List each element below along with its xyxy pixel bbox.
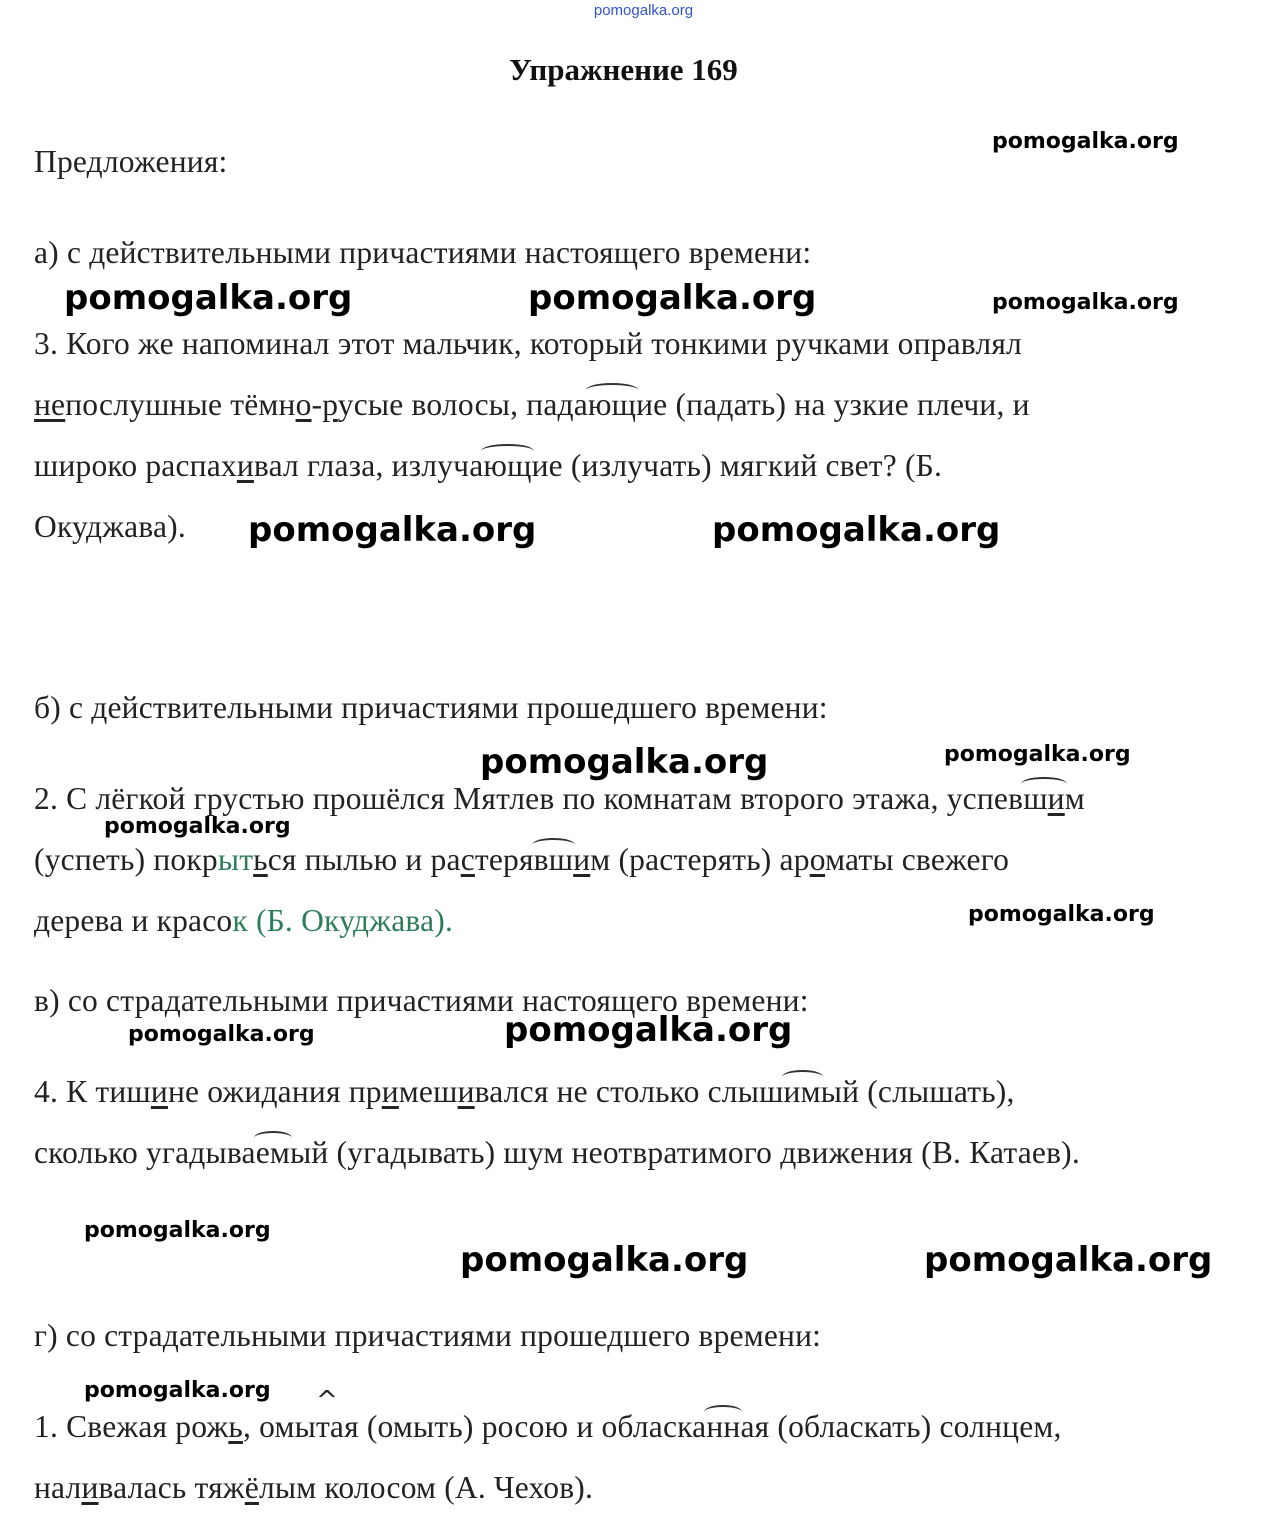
watermark: pomogalka.org — [104, 814, 291, 839]
suffix-arc-mark: ющ — [588, 385, 636, 425]
suffix-arc-mark: ши — [1023, 779, 1065, 819]
section-d-line-1: 1. Свежая рожь, омы^ тая (омыть) росою и обласканная (обласкать) солнцем, — [34, 1407, 1062, 1447]
site-url-header: pomogalka.org — [593, 2, 694, 19]
section-b-heading: б) с действительными причастиями прошедшего времени: — [34, 690, 828, 725]
watermark: pomogalka.org — [84, 1218, 271, 1243]
suffix-arc-mark: им — [784, 1072, 821, 1112]
watermark: pomogalka.org — [712, 510, 1001, 550]
suffix-arc-mark: вш — [534, 840, 574, 880]
watermark: pomogalka.org — [64, 278, 353, 318]
section-a-line-3: широко распахивал глаза, излучающие (излучать) мягкий свет? (Б. — [34, 446, 942, 486]
prefix-underline: не — [34, 387, 66, 422]
watermark: pomogalka.org — [480, 742, 769, 782]
watermark: pomogalka.org — [968, 902, 1155, 927]
suffix-caret-mark: ^ т — [316, 1407, 330, 1447]
section-c-line-2: сколько угадываемый (угадывать) шум неотвратимого движения (В. Катаев). — [34, 1133, 1080, 1173]
suffix-arc-mark: нн — [706, 1407, 740, 1447]
section-c-line-1: 4. К тишине ожидания примешивался не столько слышимый (слышать), — [34, 1072, 1015, 1112]
section-b-line-2: (успеть) покрыться пылью и растерявшим (растерять) ароматы свежего — [34, 840, 1009, 880]
section-a-line-4: Окуджава). — [34, 509, 186, 544]
watermark: pomogalka.org — [460, 1240, 749, 1280]
watermark: pomogalka.org — [992, 290, 1179, 315]
section-b-line-3: дерева и красок (Б. Окуджава). — [34, 903, 454, 938]
section-d-line-2: наливалась тяжёлым колосом (А. Чехов). — [34, 1470, 594, 1505]
watermark: pomogalka.org — [84, 1378, 271, 1403]
suffix-arc-mark: ющ — [483, 446, 531, 486]
section-c-heading: в) со страдательными причастиями настоящего времени: — [34, 983, 809, 1018]
section-d-heading: г) со страдательными причастиями прошедшего времени: — [34, 1318, 822, 1353]
watermark: pomogalka.org — [504, 1010, 793, 1050]
watermark: pomogalka.org — [128, 1022, 315, 1047]
watermark: pomogalka.org — [992, 129, 1179, 154]
watermark: pomogalka.org — [944, 742, 1131, 767]
watermark: pomogalka.org — [528, 278, 817, 318]
section-b-line-1: 2. С лёгкой грустью прошёлся Мятлев по комнатам второго этажа, успевшим — [34, 779, 1085, 819]
suffix-arc-mark: ем — [256, 1133, 290, 1173]
section-a-line-2: непослушные тёмно-русые волосы, падающие (падать) на узкие плечи, и — [34, 385, 1030, 425]
intro-text: Предложения: — [34, 144, 228, 179]
section-a-heading: а) с действительными причастиями настоящего времени: — [34, 235, 812, 270]
exercise-title: Упражнение 169 — [509, 52, 738, 87]
watermark: pomogalka.org — [924, 1240, 1213, 1280]
section-a-line-1: 3. Кого же напоминал этот мальчик, который тонкими ручками оправлял — [34, 326, 1022, 361]
watermark: pomogalka.org — [248, 510, 537, 550]
